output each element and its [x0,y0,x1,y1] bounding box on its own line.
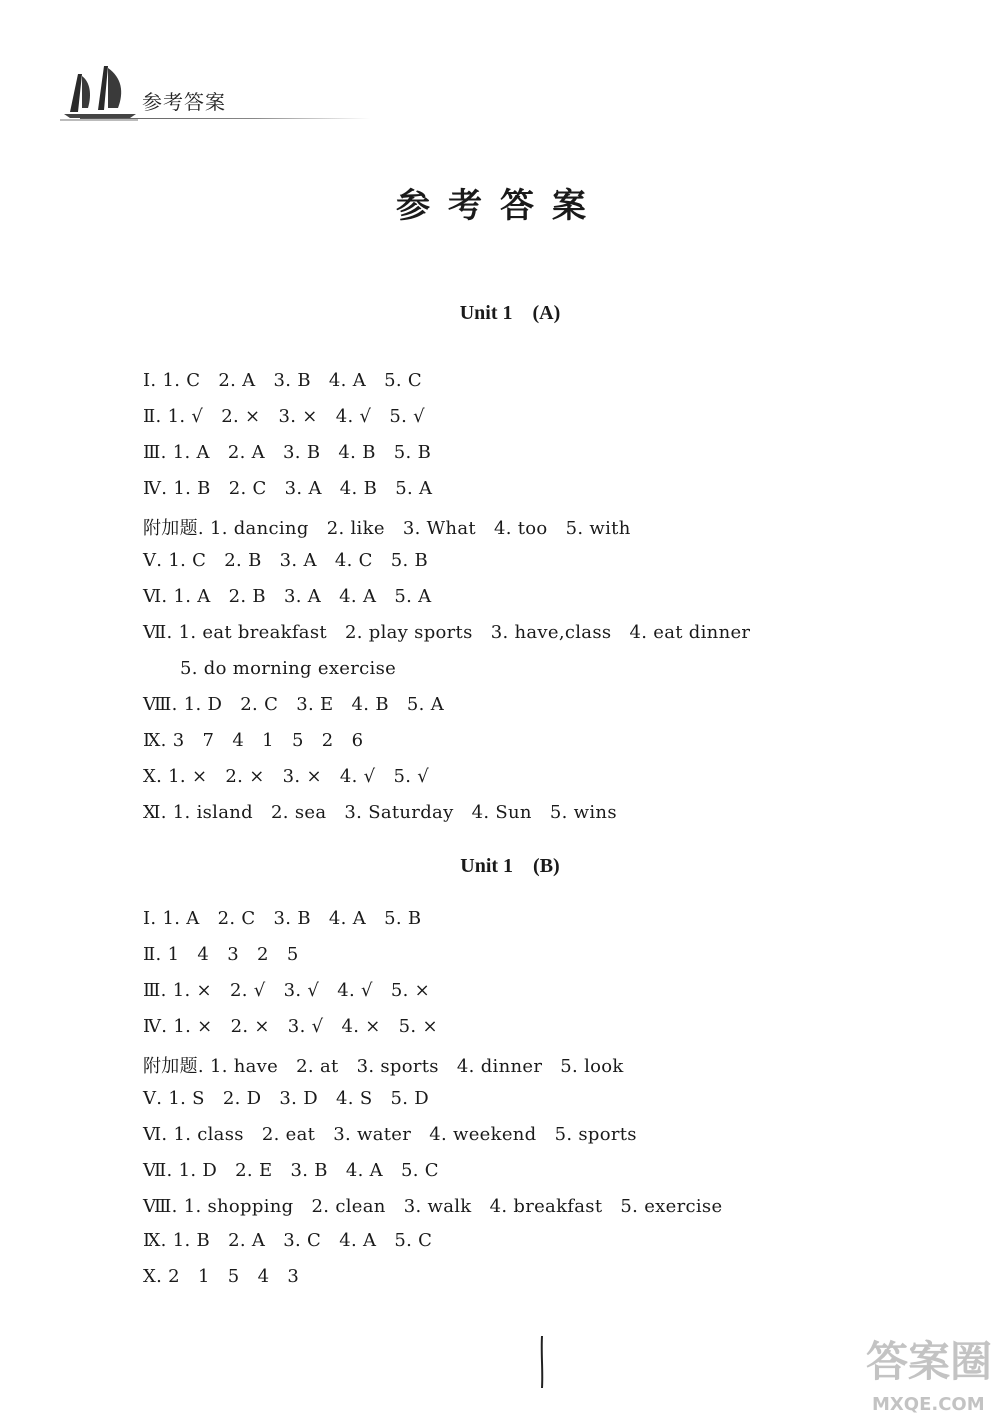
header-divider [80,118,370,119]
sailboat-logo-icon [60,60,140,122]
page-number-mark [540,1336,544,1388]
answer-line: Ⅰ. 1. C 2. A 3. B 4. A 5. C [143,370,422,391]
answer-line: Ⅺ. 1. island 2. sea 3. Saturday 4. Sun 5. wins [143,802,617,823]
answer-line: Ⅲ. 1. × 2. √ 3. √ 4. √ 5. × [143,980,431,1001]
page-header [60,60,360,130]
page-title: 参考答案 [396,186,604,226]
answer-line: Ⅵ. 1. A 2. B 3. A 4. A 5. A [143,586,432,607]
answer-line: Ⅲ. 1. A 2. A 3. B 4. B 5. B [143,442,432,463]
watermark-logo-icon [858,1318,1000,1418]
answer-line: Ⅵ. 1. class 2. eat 3. water 4. weekend 5. sports [143,1124,637,1145]
answer-line: Ⅰ. 1. A 2. C 3. B 4. A 5. B [143,908,422,929]
answer-line: Ⅶ. 1. eat breakfast 2. play sports 3. have,class 4. eat dinner [143,622,751,643]
answer-line: Ⅴ. 1. S 2. D 3. D 4. S 5. D [143,1088,430,1109]
answer-line: Ⅸ. 1. B 2. A 3. C 4. A 5. C [143,1230,433,1251]
answer-line: 附加题. 1. have 2. at 3. sports 4. dinner 5. look [143,1056,624,1077]
answer-line: Ⅳ. 1. B 2. C 3. A 4. B 5. A [143,478,433,499]
section-heading-unit1-a: Unit 1 (A) [459,302,561,324]
watermark-bottom-text: MXQE.COM [872,1394,985,1415]
answer-line: Ⅱ. 1 4 3 2 5 [143,944,299,965]
section-heading-unit1-b: Unit 1 (B) [460,855,560,877]
answer-line: Ⅹ. 1. × 2. × 3. × 4. √ 5. √ [143,766,430,787]
answer-line: Ⅶ. 1. D 2. E 3. B 4. A 5. C [143,1160,439,1181]
answer-line: Ⅷ. 1. D 2. C 3. E 4. B 5. A [143,694,445,715]
answer-line: Ⅴ. 1. C 2. B 3. A 4. C 5. B [143,550,429,571]
answer-line: Ⅸ. 3 7 4 1 5 2 6 [143,730,364,751]
answer-line: Ⅳ. 1. × 2. × 3. √ 4. × 5. × [143,1016,438,1037]
answer-line: Ⅹ. 2 1 5 4 3 [143,1266,300,1287]
answer-line-continued: 5. do morning exercise [180,658,397,679]
answer-line: Ⅷ. 1. shopping 2. clean 3. walk 4. breakfast 5. exercise [143,1196,723,1217]
header-label: 参考答案 [142,90,226,114]
answer-line: 附加题. 1. dancing 2. like 3. What 4. too 5. with [143,518,631,539]
answer-line: Ⅱ. 1. √ 2. × 3. × 4. √ 5. √ [143,406,425,427]
watermark-top-text: 答案圈 [866,1337,993,1386]
